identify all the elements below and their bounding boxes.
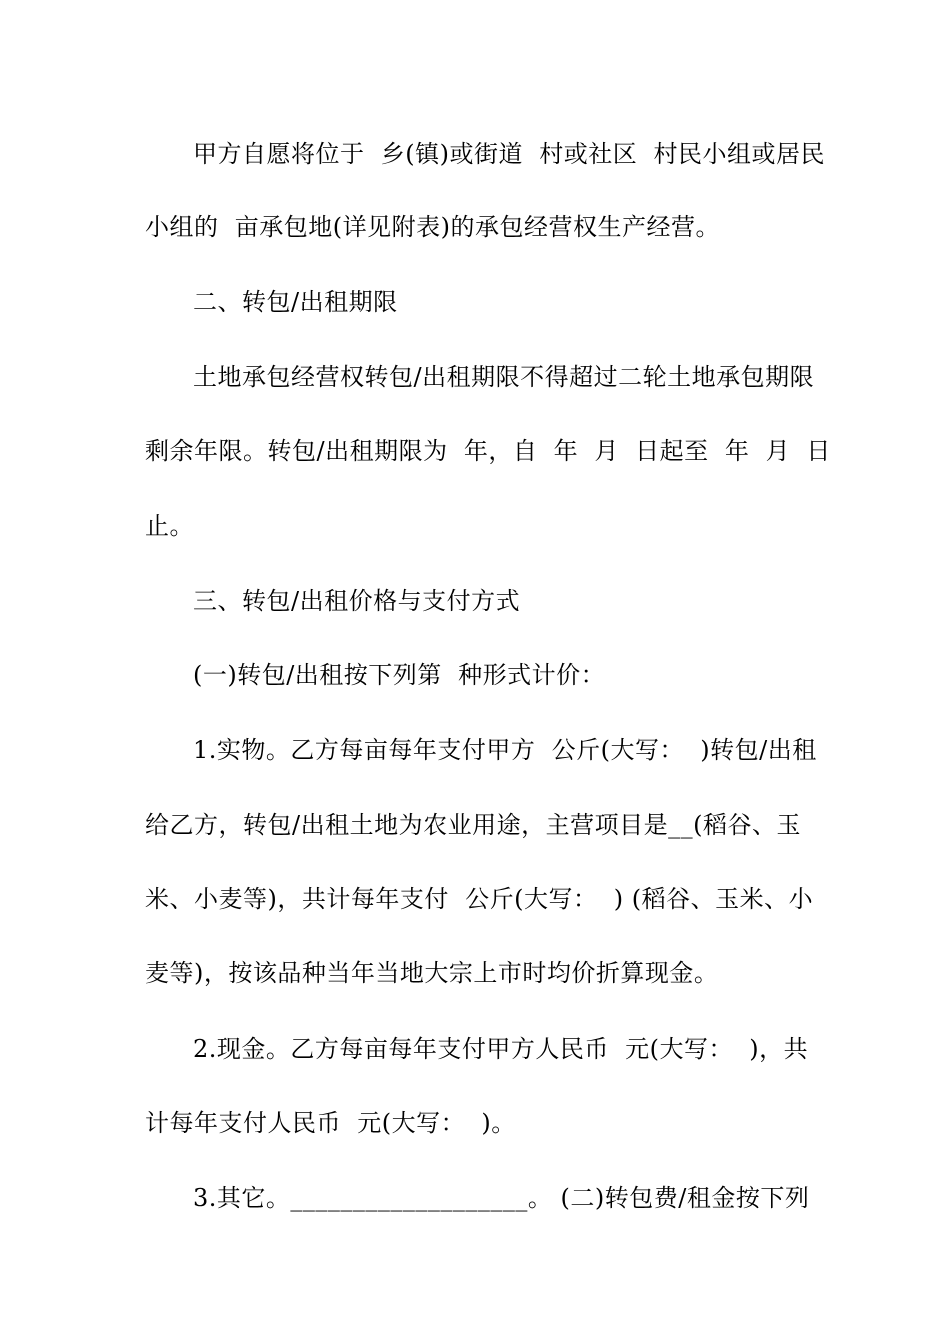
section-heading-term: 二、转包/出租期限 [193,288,398,316]
paragraph-line-10: 给乙方，转包/出租土地为农业用途，主营项目是__(稻谷、玉 [145,811,801,839]
paragraph-line-5: 剩余年限。转包/出租期限为 年，自 年 月 日起至 年 月 日 [145,437,831,465]
paragraph-line-4: 土地承包经营权转包/出租期限不得超过二轮土地承包期限 [193,363,815,391]
paragraph-line-14: 计每年支付人民币 元(大写： )。 [145,1109,516,1137]
paragraph-line-1: 甲方自愿将位于 乡(镇)或街道 村或社区 村民小组或居民 [193,140,825,168]
paragraph-line-6: 止。 [145,512,194,540]
paragraph-line-8: (一)转包/出租按下列第 种形式计价： [193,661,606,689]
paragraph-line-9: 1.实物。乙方每亩每年支付甲方 公斤(大写： )转包/出租 [193,736,817,764]
paragraph-line-12: 麦等)，按该品种当年当地大宗上市时均价折算现金。 [145,959,719,987]
section-heading-price: 三、转包/出租价格与支付方式 [193,587,521,615]
paragraph-line-13: 2.现金。乙方每亩每年支付甲方人民币 元(大写： )，共 [193,1035,809,1063]
paragraph-line-11: 米、小麦等)，共计每年支付 公斤(大写： ) (稻谷、玉米、小 [145,885,814,913]
paragraph-line-15: 3.其它。___________________。 (二)转包费/租金按下列 [193,1184,810,1212]
paragraph-line-2: 小组的 亩承包地(详见附表)的承包经营权生产经营。 [145,213,720,241]
